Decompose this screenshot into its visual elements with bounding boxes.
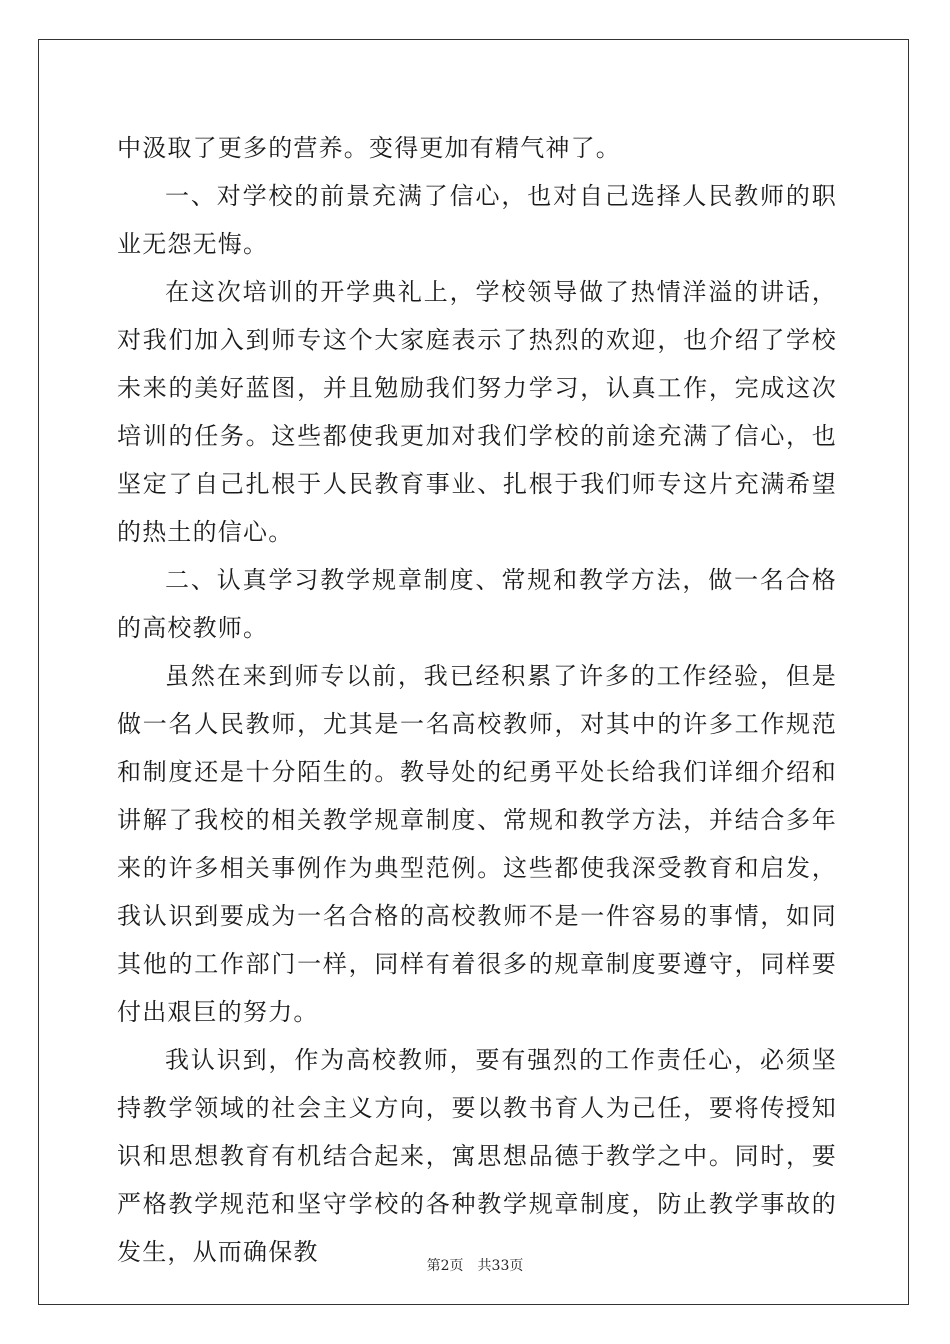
paragraph: 我认识到，作为高校教师，要有强烈的工作责任心，必须坚持教学领域的社会主义方向，要以教书育人为己任，要将传授知识和思想教育有机结合起来，寓思想品德于教学之中。同时，要严格教学规范和坚守学校的各种教学规章制度，防止教学事故的发生，从而确保教 xyxy=(117,1046,837,1266)
paragraph: 二、认真学习教学规章制度、常规和教学方法，做一名合格的高校教师。 xyxy=(117,566,837,642)
paragraph: 在这次培训的开学典礼上，学校领导做了热情洋溢的讲话，对我们加入到师专这个大家庭表示了热烈的欢迎，也介绍了学校未来的美好蓝图，并且勉励我们努力学习，认真工作，完成这次培训的任务。这些都使我更加对我们学校的前途充满了信心，也坚定了自己扎根于人民教育事业、扎根于我们师专这片充满希望的热土的信心。 xyxy=(117,278,837,546)
paragraph: 一、对学校的前景充满了信心，也对自己选择人民教师的职业无怨无悔。 xyxy=(117,182,837,258)
paragraph: 中汲取了更多的营养。变得更加有精气神了。 xyxy=(117,134,621,162)
paragraph: 虽然在来到师专以前，我已经积累了许多的工作经验，但是做一名人民教师，尤其是一名高校教师，对其中的许多工作规范和制度还是十分陌生的。教导处的纪勇平处长给我们详细介绍和讲解了我校的相关教学规章制度、常规和教学方法，并结合多年来的许多相关事例作为典型范例。这些都使我深受教育和启发，我认识到要成为一名合格的高校教师不是一件容易的事情，如同其他的工作部门一样，同样有着很多的规章制度要遵守，同样要付出艰巨的努力。 xyxy=(117,662,837,1026)
page-total: 共33页 xyxy=(477,1258,524,1274)
page-number: 第2页 xyxy=(426,1258,464,1274)
page-footer xyxy=(0,1255,950,1275)
document-body xyxy=(117,124,837,1276)
